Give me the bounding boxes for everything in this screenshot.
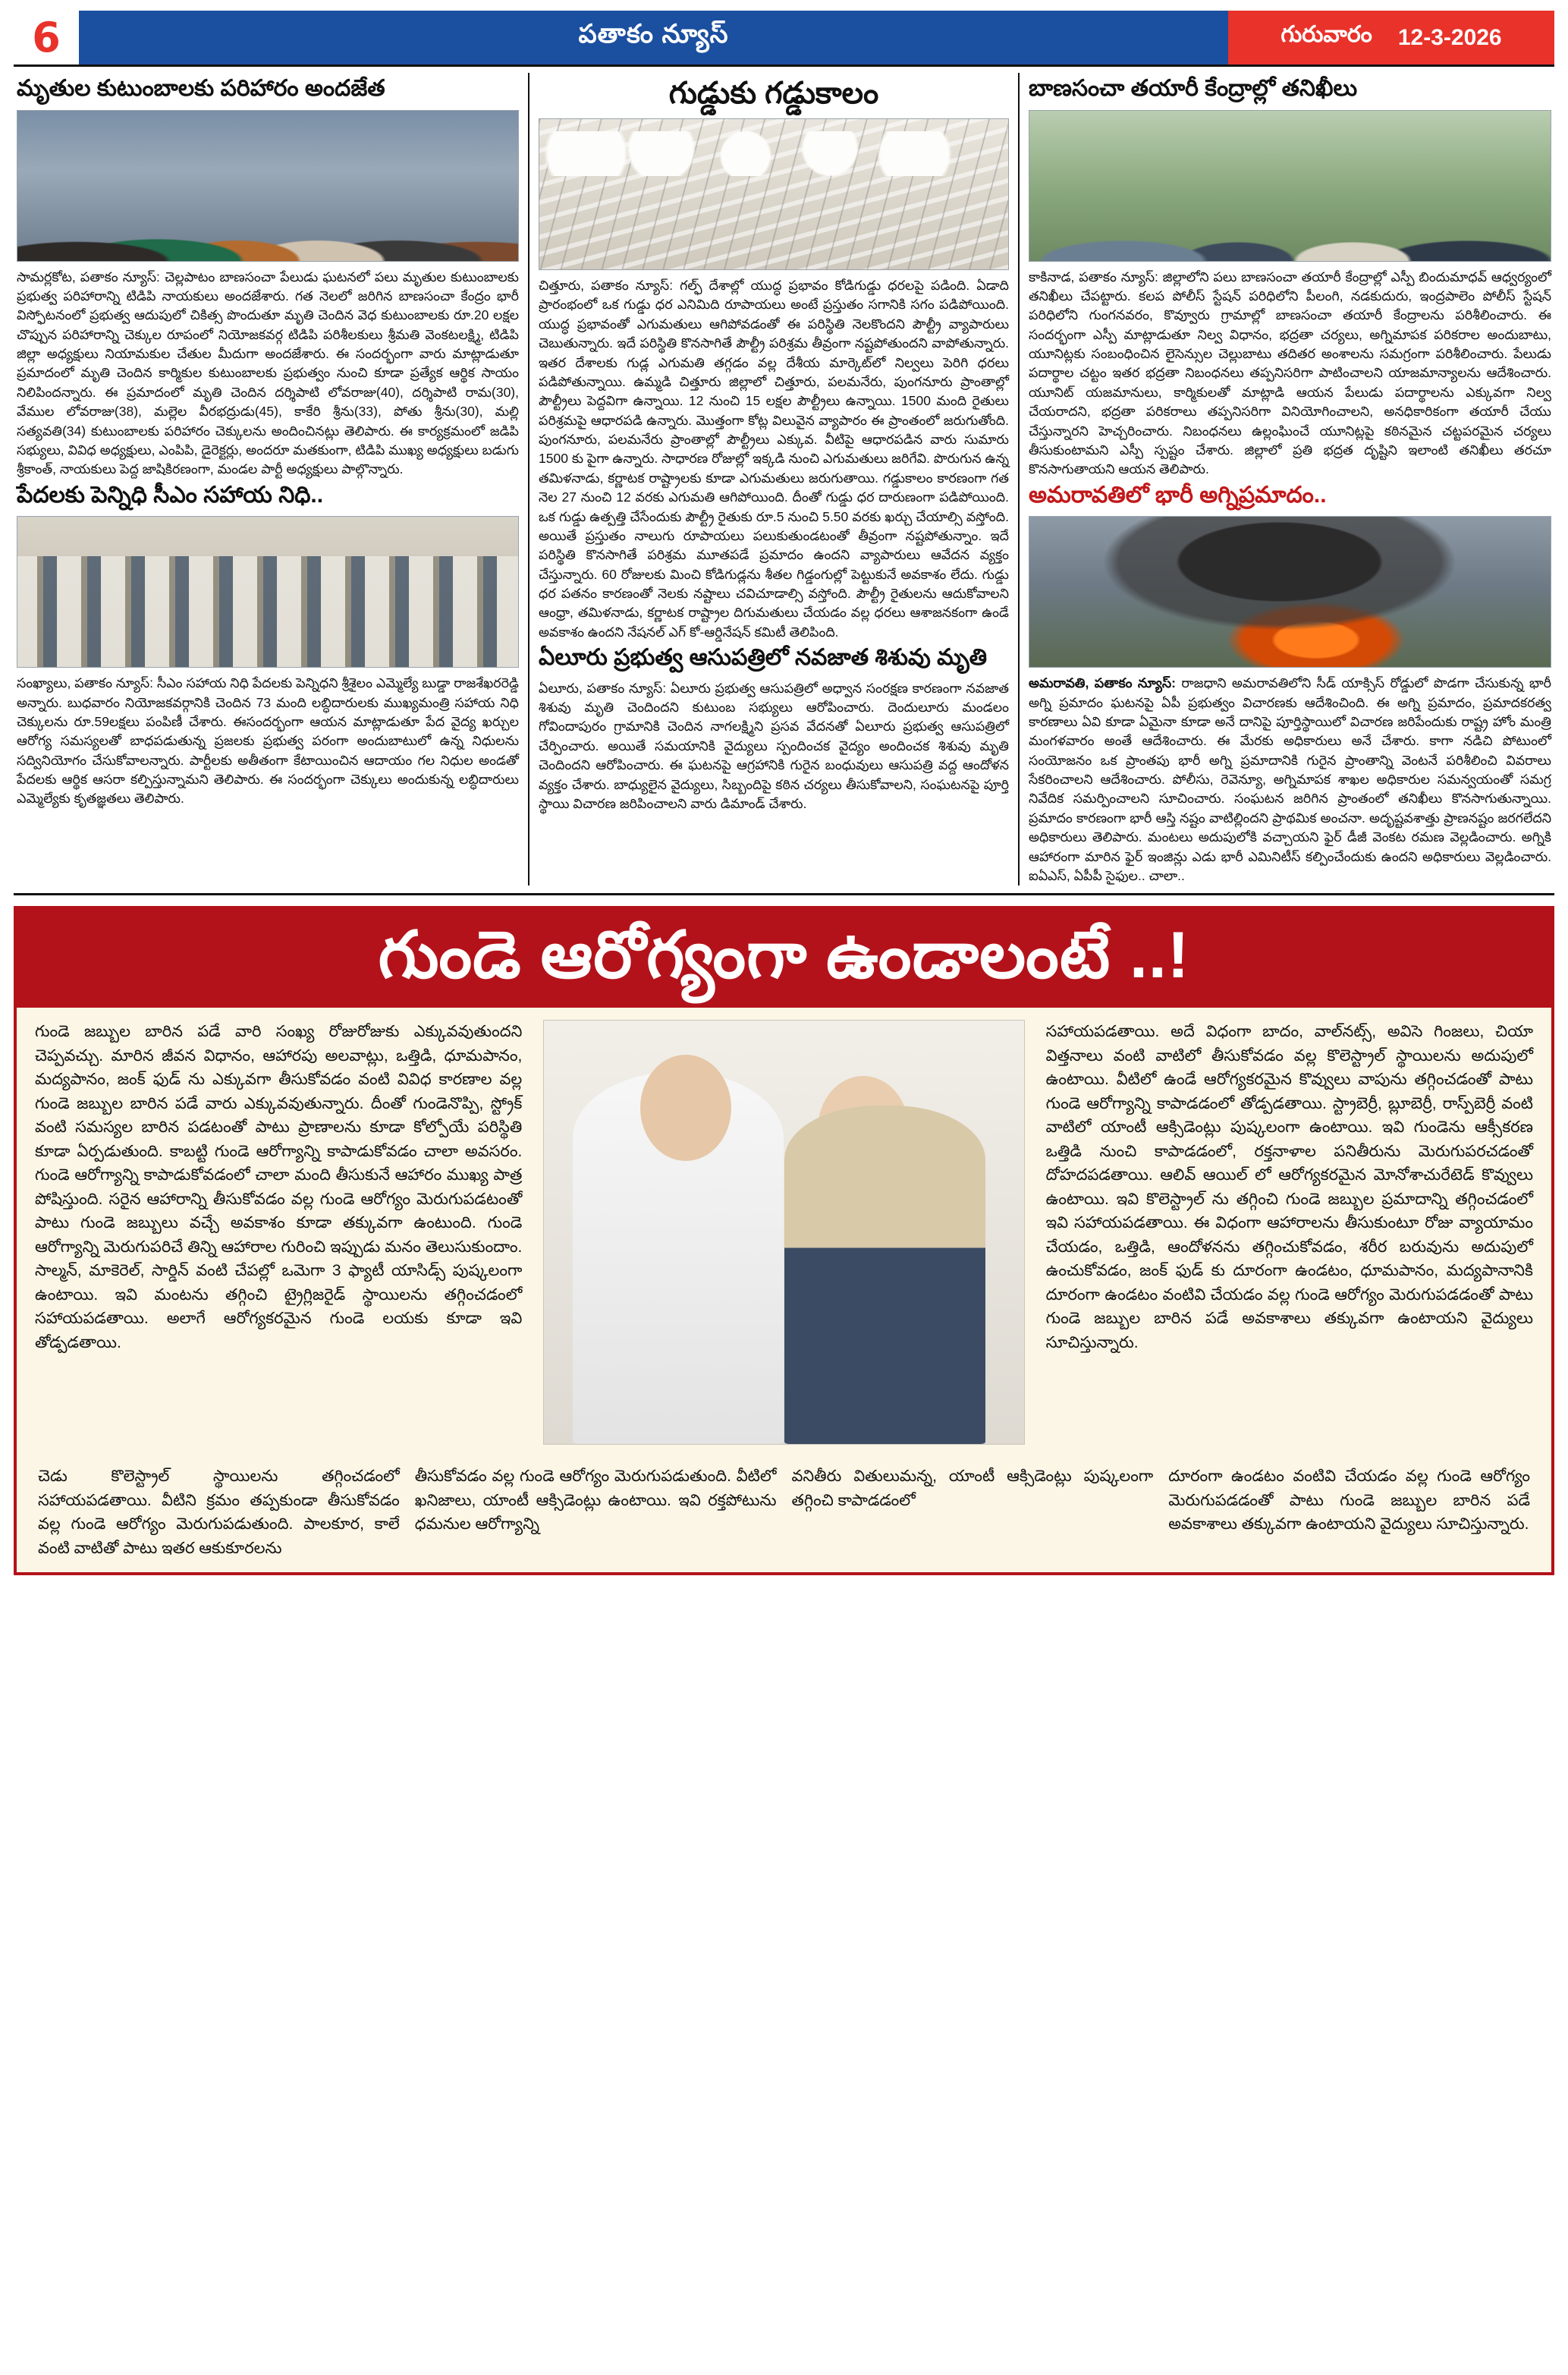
headline-amaravathi-fire: అమరావతిలో భారీ అగ్నిప్రమాదం..	[1029, 482, 1327, 508]
headline-infant-death: ఏలూరు ప్రభుత్వ ఆసుపత్రిలో నవజాత శిశువు మృతి	[539, 645, 988, 671]
feature-bottom-col-3: వనితీరు వితులుమన్న, యాంటీ ఆక్సిడెంట్లు పుష్కలంగా తగ్గించి కాపాడడంలో	[791, 1467, 1154, 1509]
article-amaravathi-fire	[1029, 674, 1551, 886]
photo-poultry-farm	[539, 118, 1009, 270]
article-amaravathi-fire-text: రాజధాని అమరావతిలోని సీడ్ యాక్సిస్ రోడ్డులో పొడగా చేసుకున్న భారీ అగ్ని ప్రమాదం ఘటనపై ఏపీ ప్రభుత్వం విచారణకు ఆదేశించింది. ఈ అగ్ని ప్రమాదం, ప్రమాదకరత్వ కారణాలు ఏవి కూడా ఏమైనా కూడా అనే దానిపై పూర్తిస్థాయిలో విచారణ జరిపేందుకు రాష్ట్ర హోం మంత్రి మంగళవారం అంతే ఆదేశించారు. ఈ మేరకు అధికారులు అనే చేశారు. కాగా నడిచి పోటుంలో సంయోజనం ఒక ప్రాంతపు భారీ అగ్ని ప్రమాదానికి గురైన ప్రాంతాన్ని వెంటనే పరిశీలించి వివరాలు సేకరించాలని ఆదేశించారు. పోలీసు, రెవెన్యూ, అగ్నిమాపక శాఖల అధికారుల సమన్వయంతో సమగ్ర నివేదిక సమర్పించాలని సూచించారు. సంఘటన జరిగిన ప్రాంతంలో తనిఖీలు కొనసాగుతున్నాయి. ప్రమాదం కారణంగా భారీ ఆస్తి నష్టం వాటిల్లిందని ప్రాథమిక అంచనా. అదృష్టవశాత్తు ప్రాణనష్టం జరగలేదని అధికారులు తెలిపారు. మంటలు అదుపులోకి వచ్చాయని ఫైర్ డీజీ వెంకట రమణ వెల్లడించారు. అగ్నికి ఆహారంగా మారిన ఫైర్ ఇంజిన్లు ఎడు భారీ ఎమినిటీస్ కల్పించేందుకు ఉందని అధికారులు వెల్లడించారు. ఐఏఎస్, ఏపీపీ సైఫుల.. చాలా..	[1029, 675, 1551, 883]
headline-egg-crisis: గుడ్డుకు గడ్డుకాలం	[668, 77, 879, 110]
article-compensation: సామర్లకోట, పతాకం న్యూస్‌: చెల్లపాటం బాణసంచా పేలుడు ఘటనలో పలు మృతుల కుటుంబాలకు ప్రభుత్వ పరిహారాన్ని టిడిపి నాయకులు అందజేశారు. గత నెలలో జరిగిన బాణసంచా కేంద్రం భారీ విస్ఫోటనంలో ప్రభుత్వ ఆదుపులో చికిత్స పొందుతూ మృతి చెందిన వెధ కుటుంబాలకు రూ.20 లక్షల చొప్పున పరిహారాన్ని చెక్కుల రూపంలో నియోజకవర్గ టిడిపి పరిశీలకులు శ్రీమతి వెంకటలక్ష్మి, టిడిపి జిల్లా అధ్యక్షులు నియామకుల చేతుల మీదుగా అందజేశారు. ఈ సందర్భంగా వారు మాట్లాడుతూ ప్రమాదంలో మృతి చెందిన కార్మికుల కుటుంబాలకు ప్రభుత్వం నుంచి కూడా ప్రత్యేక ఆర్థిక సాయం నిలిపిందన్నారు. ఈ ప్రమాదంలో మృతి చెందిన దర్శిపాటి లోవరాజు(40), దర్శిపాటి రామ(30), వేముల లోవరాజు(38), మల్లెల వీరభద్రుడు(45), కాకేరి శ్రీను(33), పోతు శ్రీను(30), మల్లి సత్యవతి(34) కుటుంబాలకు పరిహారం చెక్కులను అందించినట్లు తెలిపారు. ఈ కార్యక్రమంలో జడిపి సభ్యులు, వివిధ అధ్యక్షులు, ఎంపిపి, డైరెక్టర్లు, అందరూ మతకుంగా, టిడిపి ముఖ్య అధ్యక్షులు బడుగు శ్రీకాంత్, నాయకులు పెద్ద జాషికిరణంగా, మండల పార్టీ అధ్యక్షులు పాల్గొన్నారు.	[17, 269, 519, 477]
day-label: గురువారం	[1280, 22, 1372, 47]
doctor-figure	[640, 1055, 731, 1161]
article-firecracker-inspection: కాకినాడ, పతాకం న్యూస్‌: జిల్లాలోని పలు బాణసంచా తయారీ కేంద్రాల్లో ఎస్పీ బిందుమాధవ్ ఆధ్వర్యంలో తనిఖీలు చేపట్టారు. కలప పోలీస్ స్టేషన్ పరిధిలోని పీలంగి, నడకుదురు, ఇంద్రపాలెం పోలీస్ స్టేషన్ పరిధిలోని గుంగనవరం, కొవ్వూరు గ్రామాల్లో బాణసంచా తయారీ కేంద్రాలను పరిశీలించారు. ఈ సందర్భంగా ఎస్పీ మాట్లాడుతూ నిల్వ విధానం, భద్రతా చర్యలు, అగ్నిమాపక పరికరాల అందుబాటు, యూనిట్లకు సంబంధించిన లైసెన్సుల చెల్లుబాటు తదితర అంశాలను సమగ్రంగా పరిశీలించారు. పేలుడు పదార్థాల చట్టం ఇతర భద్రతా నిబంధనలు తప్పనిసరిగా పాటించాలని యాజమాన్యాలను ఆదేశించారు. యూనిట్ యజమానులు, కార్మికులతో మాట్లాడి ఆయన పేలుడు పదార్థాలను ఎక్కువగా నిల్వ చేయరాదని, భద్రతా పరికరాలు తప్పనిసరిగా వినియోగించాలని, అనధికారికంగా తయారీ చేయు చేస్తున్నారని హెచ్చరించారు. నిబంధనలు ఉల్లంఘించే యూనిట్లపై కఠినమైన చట్టపరమైన చర్యలు తీసుకుంటామని ఎస్పీ స్పష్టం చేశారు. జిల్లాలో ప్రతి భద్రత దృష్టిని ఇలాంటి తనిఖీలు తరచూ కొనసాగుతాయని ఆయన తెలిపారు.	[1029, 269, 1551, 477]
feature-column-right: సహాయపడతాయి. అదే విధంగా బాదం, వాల్‌నట్స్, అవిసె గింజలు, చియా విత్తనాలు వంటి వాటిలో తీసుకోవడం వల్ల కొలెస్ట్రాల్ స్థాయిలను అదుపులో ఉంటాయి. వీటిలో ఉండే ఆరోగ్యకరమైన కొవ్వులు వాపును తగ్గించడంతో పాటు గుండె ఆరోగ్యాన్ని కాపాడడంలో తోడ్పడతాయి. స్ట్రాబెర్రీ, బ్లూబెర్రీ, రాస్ప్‌బెర్రీ వంటి వాటిలో యాంటీ ఆక్సిడెంట్లు పుష్కలంగా ఉంటాయి. ఇవి గుండెను ఆక్సీకరణ ఒత్తిడి నుంచి కాపాడడంలో, రక్తనాళాల పనితీరును మెరుగుపరచడంతో దోహదపడతాయి. ఆలివ్ ఆయిల్ లో ఆరోగ్యకరమైన మోనోశాచురేటెడ్ కొవ్వులు ఉంటాయి. ఇవి కొలెస్ట్రాల్ ను తగ్గించి గుండె జబ్బుల ప్రమాదాన్ని తగ్గించడంలో ఇవి సహాయపడతాయి. ఈ విధంగా ఆహారాలను తీసుకుంటూ రోజు వ్యాయామం చేయడం, ఒత్తిడి, ఆందోళనను తగ్గించుకోవడం, శరీర బరువును అదుపులో ఉంచుకోవడం, జంక్ ఫుడ్ కు దూరంగా ఉండటం, ధూమపానం, మద్యపానానికి దూరంగా ఉండటం వంటివి చేయడం వల్ల గుండె ఆరోగ్యం మెరుగుపడడంతో పాటు గుండె జబ్బుల బారిన పడే అవకాశాలు తక్కువగా ఉంటాయని వైద్యులు సూచిస్తున్నారు.	[1045, 1023, 1533, 1351]
feature-column-center	[533, 1020, 1035, 1452]
news-column-1	[14, 73, 529, 886]
photo-compensation-handover	[17, 110, 519, 262]
news-column-2	[529, 73, 1020, 886]
publication-title: పతాకం న్యూస్	[79, 11, 1228, 64]
article-infant-death: ఏలూరు, పతాకం న్యూస్‌: ఏలూరు ప్రభుత్వ ఆసుపత్రిలో అధ్వాన సంరక్షణ కారణంగా నవజాత శిశువు మృతి చెందిందని కుటుంబ సభ్యులు ఆరోపించారు. దెందులూరు మండలం గోవిందాపురం గ్రామానికి చెందిన నాగలక్ష్మిని ప్రసవ వేదనతో ఏలూరు ప్రభుత్వ ఆసుపత్రిలో చేర్పించారు. అయితే సమయానికి వైద్యులు స్పందించక వైద్యం అందించక శిశువు మృతి చెందిందని ఆరోపించారు. ఈ ఘటనపై ఆగ్రహానికి గురైన బంధువులు ఆసుపత్రి వద్ద ఆందోళన వ్యక్తం చేశారు. బాధ్యులైన వైద్యులు, సిబ్బందిపై కఠిన చర్యలు తీసుకోవాలని, సంఘటనపై పూర్తి స్థాయి విచారణ జరిపించాలని వారు డిమాండ్ చేశారు.	[539, 680, 1009, 811]
article-egg-crisis: చిత్తూరు, పతాకం న్యూస్‌: గల్ఫ్ దేశాల్లో యుద్ధ ప్రభావం కోడిగుడ్డు ధరలపై పడింది. ఏడాది ప్రారంభంలో ఒక గుడ్డు ధర ఎనిమిది రూపాయలు అంటే ప్రస్తుతం సగానికి సగం పడిపోయింది. యుద్ధ ప్రభావంతో ఎగుమతులు ఆగిపోవడంతో ఈ పరిస్థితి నెలకొందని పౌల్ట్రీ వ్యాపారులు చెబుతున్నారు. ఇదే పరిస్థితి కొనసాగితే పౌల్ట్రీ పరిశ్రమ తీవ్రంగా నష్టపోతుందని వాపోతున్నారు. ఇతర దేశాలకు గుడ్ల ఎగుమతి తగ్గడం వల్ల దేశీయ మార్కెట్‌లో నిల్వలు పెరిగి ధరలు పడిపోతున్నాయి. ఉమ్మడి చిత్తూరు జిల్లాలో చిత్తూరు, పలమనేరు, పుంగనూరు ప్రాంతాల్లో పౌల్ట్రీలు పెద్దవిగా ఉన్నాయి. 12 నుంచి 15 లక్షల పౌల్ట్రీలు ఉన్నాయి. 1500 మంది రైతులు పరిశ్రమపై ఆధారపడి ఉన్నారు. మొత్తంగా కోట్ల విలువైన వ్యాపారం ఈ ప్రాంతంలో జరుగుతోంది. పుంగనూరు, పలమనేరు ప్రాంతాల్లో పౌల్ట్రీలు ఎక్కువ. వీటిపై ఆధారపడిన వారు సుమారు 1500 కు పైగా ఉన్నారు. సాధారణ రోజుల్లో ఇక్కడి నుంచి ఎగుమతులు జరిగేవి. పొరుగున ఉన్న తమిళనాడు, కర్ణాటక రాష్ట్రాలకు కూడా ఎగుమతులు జరుగుతాయి. గడ్డుకాలం కారణంగా గత నెల 27 నుంచి 12 వరకు ఎగుమతి ఆగిపోయింది. దీంతో గుడ్డు ధర దారుణంగా పడిపోయింది. ఒక గుడ్డు ఉత్పత్తి చేసేందుకు పౌల్ట్రీ రైతుకు రూ.5 నుంచి 5.50 వరకు ఖర్చు చేయాల్సి వస్తోంది. అయితే ప్రస్తుతం నాలుగు రూపాయలు పలుకుతుండటంతో తీవ్రంగా నష్టపోతున్నాం. ఇదే పరిస్థితి కొనసాగితే పరిశ్రమ మూతపడే ప్రమాదం ఉందని వ్యాపారులు ఆవేదన వ్యక్తం చేస్తున్నారు. 60 రోజులకు మించి కోడిగుడ్లను శీతల గిడ్డంగుల్లో పెట్టుకునే అవకాశం లేదు. గుడ్డు ధర పతనం కారణంతో నెలకు నష్టాలు చవిచూడాల్సి వస్తోంది. పౌల్ట్రీ రైతులను ఆదుకోవాలని ఆంధ్రా, తమిళనాడు, కర్ణాటక రాష్ట్రాల దిగుమతులు చేయడం వల్ల ధరలు ఆశాజనకంగా ఉండే అవకాశం ఉందని నేషనల్ ఎగ్ కో-ఆర్డినేషన్ కమిటీ తెలిపింది.	[539, 278, 1009, 640]
headline-cm-relief-fund: పేదలకు పెన్నిధి సీఎం సహాయ నిధి..	[17, 482, 324, 508]
feature-bottom-strip	[17, 1464, 1551, 1572]
masthead	[14, 11, 1554, 67]
feature-column-left: గుండె జబ్బుల బారిన పడే వారి సంఖ్య రోజురోజుకు ఎక్కువవుతుందని చెప్పవచ్చు. మారిన జీవన విధానం, ఆహారపు అలవాట్లు, ఒత్తిడి, ధూమపానం, మద్యపానం, జంక్ ఫుడ్ ను ఎక్కువగా తీసుకోవడం వంటి వివిధ కారణాల వల్ల గుండె జబ్బుల బారిన పడే వారు ఎక్కువవుతున్నారు. దీంతో గుండెనొప్పి, స్ట్రోక్ వంటి సమస్యల బారిన పడటంతో పాటు ప్రాణాలను కూడా కోల్పోయే పరిస్థితి కూడా ఏర్పడుతుంది. కాబట్టి గుండె ఆరోగ్యాన్ని కాపాడుకోవడం చాలా అవసరం. గుండె ఆరోగ్యాన్ని కాపాడుకోవడంలో చాలా మంది తీసుకునే ఆహారం ముఖ్య పాత్ర పోషిస్తుంది. సరైన ఆహారాన్ని తీసుకోవడం వల్ల గుండె ఆరోగ్యం మెరుగుపడటంతో పాటు గుండె జబ్బులు వచ్చే అవకాశం కూడా తక్కువగా ఉంటుంది. గుండె ఆరోగ్యాన్ని మెరుగుపరిచే తిన్ని ఆహారాల గురించి ఇప్పుడు మనం తెలుసుకుందాం. సాల్మన్, మాకెరెల్, సార్డిన్ వంటి చేపల్లో ఒమెగా 3 ఫ్యాటీ యాసిడ్స్ పుష్కలంగా ఉంటాయి. ఇవి మంటను తగ్గించి ట్రైగ్లిజరైడ్ స్థాయిలను తగ్గించడంలో సహాయపడతాయి. అలాగే ఆరోగ్యకరమైన గుండె లయకు కూడా ఇవి తోడ్పడతాయి.	[35, 1023, 523, 1351]
feature-title: గుండె ఆరోగ్యంగా ఉండాలంటే ..!	[17, 909, 1551, 1008]
headline-firecracker-inspection: బాణసంచా తయారీ కేంద్రాల్లో తనిఖీలు	[1029, 76, 1358, 101]
article-cm-relief-fund: సంఖ్యాలు, పతాకం న్యూస్‌: సీఎం సహాయ నిధి పేదలకు పెన్నిధని శ్రీశైలం ఎమ్మెల్యే బుడ్డా రాజశేఖరరెడ్డి అన్నారు. బుధవారం నియోజకవర్గానికి చెందిన 73 మంది లబ్ధిదారులకు ముఖ్యమంత్రి సహాయ నిధి చెక్కులను రూ.59లక్షలు పంపిణీ చేశారు. ఈసందర్భంగా ఆయన మాట్లాడుతూ పేద వైద్య ఖర్చుల ఆరోగ్య సమస్యలతో బాధపడుతున్న ప్రజలకు ప్రభుత్వ పరంగా అందుబాటులో ఉన్న నిధులను సద్వినియోగం చేసుకోవాలన్నారు. పార్టీలకు అతీతంగా కేటాయించిన ఆదాయం గల నిధుల అండతో పేదలకు ఆర్థిక ఆసరా కల్పిస్తున్నామని తెలిపారు. ఈ సందర్భంగా చెక్కులు అందుకున్న లబ్ధిదారులు ఎమ్మెల్యేకు కృతజ్ఞతలు తెలిపారు.	[17, 675, 519, 807]
page-number: 6	[14, 11, 79, 64]
feature-body	[17, 1008, 1551, 1464]
patient-figure	[818, 1076, 909, 1182]
feature-bottom-col-1: చెడు కొలెస్ట్రాల్ స్థాయిలను తగ్గించడంలో సహాయపడతాయి. వీటిని క్రమం తప్పకుండా తీసుకోవడం వల్ల గుండె ఆరోగ్యం మెరుగుపడుతుంది. పాలకూర, కాలే వంటి వాటితో పాటు ఇతర ఆకుకూరలను	[38, 1467, 400, 1557]
photo-doctor-examining-patient	[543, 1020, 1024, 1445]
feature-bottom-col-2: తీసుకోవడం వల్ల గుండె ఆరోగ్యం మెరుగుపడుతుంది. వీటిలో ఖనిజాలు, యాంటీ ఆక్సిడెంట్లు ఉంటాయి. ఇవి రక్తపోటును ధమనుల ఆరోగ్యాన్ని	[414, 1467, 777, 1534]
article-dateline: అమరావతి, పతాకం న్యూస్‌:	[1029, 675, 1176, 691]
health-feature	[14, 906, 1554, 1575]
feature-bottom-col-4: దూరంగా ఉండటం వంటివి చేయడం వల్ల గుండె ఆరోగ్యం మెరుగుపడడంతో పాటు గుండె జబ్బుల బారిన పడే అవకాశాలు తక్కువగా ఉంటాయని వైద్యులు సూచిస్తున్నారు.	[1168, 1467, 1530, 1534]
date-bar	[1228, 11, 1554, 64]
date-label: 12-3-2026	[1397, 24, 1502, 50]
photo-police-inspection	[1029, 110, 1551, 262]
top-news-grid	[14, 73, 1554, 895]
photo-cheque-distribution	[17, 516, 519, 668]
photo-fire-accident	[1029, 516, 1551, 668]
news-column-3	[1020, 73, 1554, 886]
headline-compensation: మృతుల కుటుంబాలకు పరిహారం అందజేత	[17, 76, 385, 101]
